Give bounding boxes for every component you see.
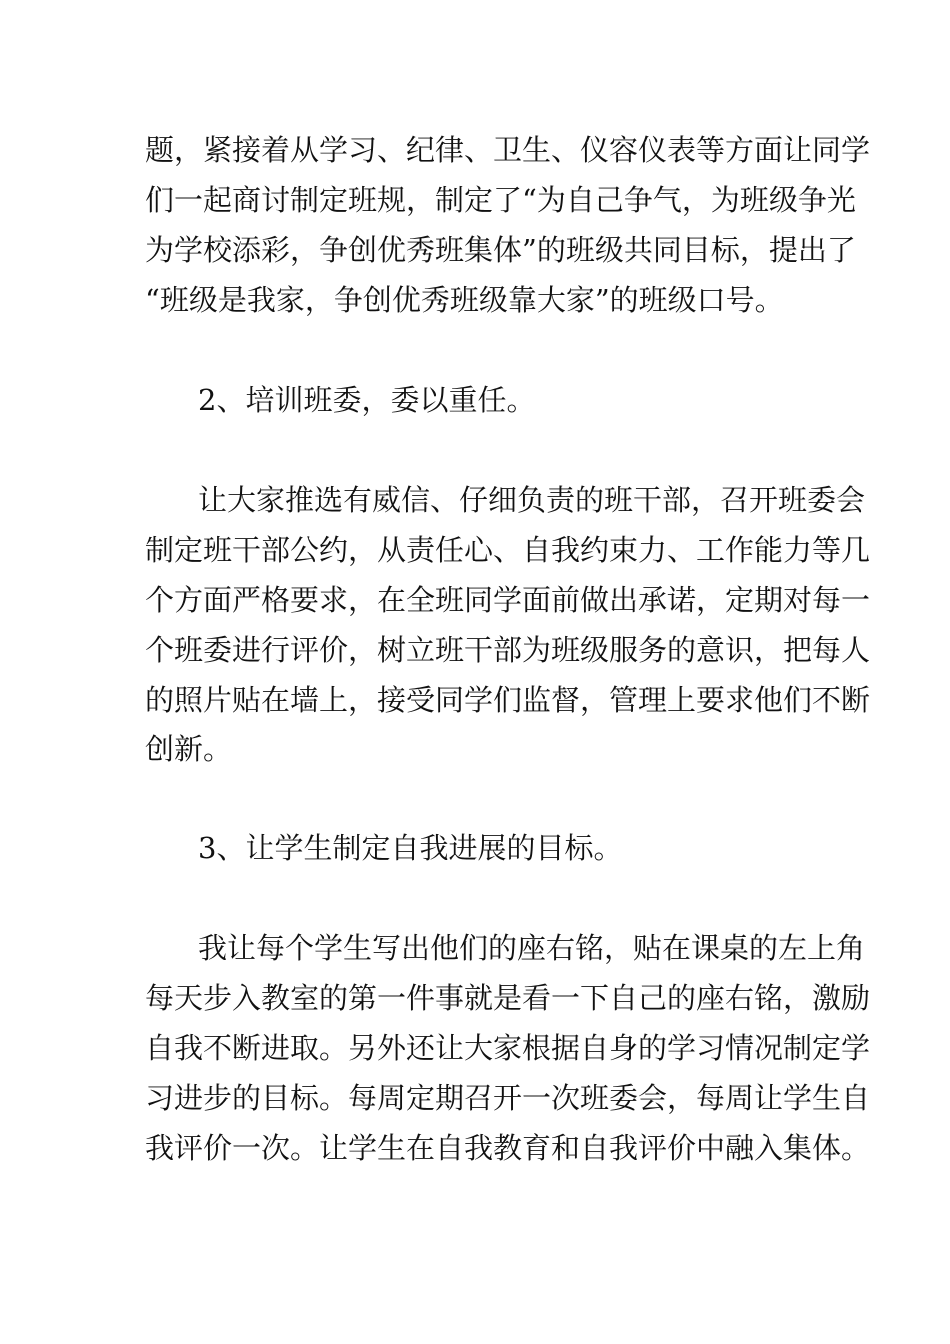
paragraph-3-line-3: 自我不断进取。另外还让大家根据自身的学习情况制定学: [145, 1031, 871, 1065]
paragraph-2-line-6: 创新。: [145, 732, 233, 766]
paragraph-1-line-1: 题，紧接着从学习、纪律、卫生、仪容仪表等方面让同学: [145, 133, 871, 167]
section-heading-2: 2、培训班委，委以重任。: [198, 383, 536, 417]
paragraph-1-line-4: “班级是我家，争创优秀班级靠大家”的班级口号。: [145, 283, 784, 317]
paragraph-3-line-1: 我让每个学生写出他们的座右铭，贴在课桌的左上角: [198, 931, 866, 965]
paragraph-3-line-2: 每天步入教室的第一件事就是看一下自己的座右铭，激励: [145, 981, 871, 1015]
paragraph-2-line-5: 的照片贴在墙上，接受同学们监督，管理上要求他们不断: [145, 683, 871, 717]
paragraph-2-line-4: 个班委进行评价，树立班干部为班级服务的意识，把每人: [145, 633, 871, 667]
paragraph-1-line-3: 为学校添彩，争创优秀班集体”的班级共同目标，提出了: [145, 233, 856, 267]
paragraph-2-line-3: 个方面严格要求，在全班同学面前做出承诺，定期对每一: [145, 583, 871, 617]
paragraph-3-line-5: 我评价一次。让学生在自我教育和自我评价中融入集体。: [145, 1131, 871, 1165]
section-heading-3: 3、让学生制定自我进展的目标。: [198, 831, 623, 865]
paragraph-1-line-2: 们一起商讨制定班规，制定了“为自己争气，为班级争光: [145, 183, 856, 217]
paragraph-3-line-4: 习进步的目标。每周定期召开一次班委会，每周让学生自: [145, 1081, 871, 1115]
paragraph-2-line-1: 让大家推选有威信、仔细负责的班干部，召开班委会: [198, 483, 866, 517]
paragraph-2-line-2: 制定班干部公约，从责任心、自我约束力、工作能力等几: [145, 533, 871, 567]
